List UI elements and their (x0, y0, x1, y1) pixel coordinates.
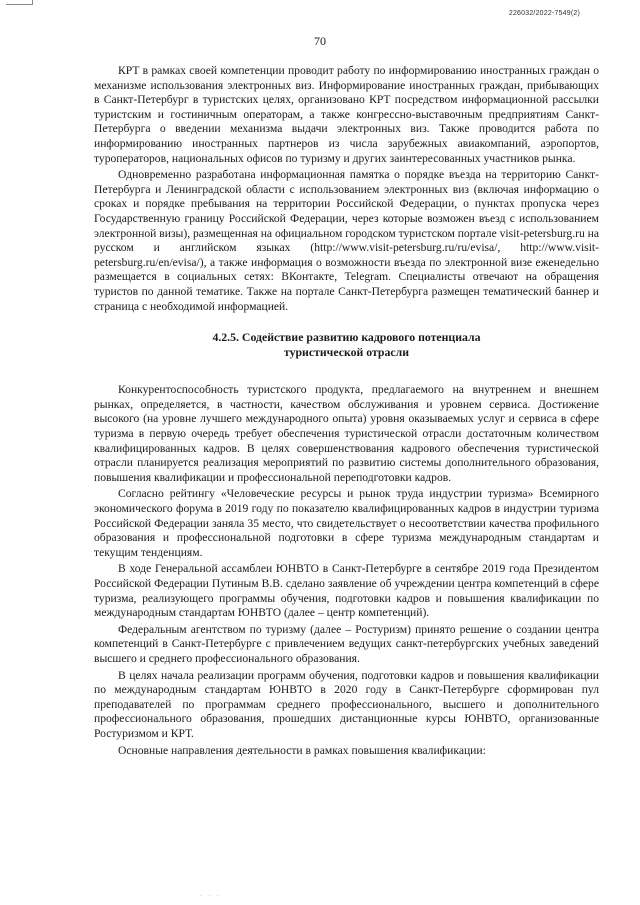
paragraph: Согласно рейтингу «Человеческие ресурсы и рынок труда индустрии туризма» Всемирного экономического форума в 2019 году по показателю квалифицированных кадров в индустрии туризма Российской Федерации заняла 35 место, что свидетельствует о несоответствии качества профильного образования и профессиональной подготовки в сфере туризма международным стандартам и текущим тенденциям. (94, 487, 599, 559)
document-body (94, 64, 599, 760)
paragraph: Федеральным агентством по туризму (далее – Ростуризм) принято решение о создании центра компетенций в Санкт-Петербурге с привлечением ведущих санкт-петербургских учебных заведений высшего и среднего профессионального образования. (94, 622, 599, 665)
section-heading (94, 330, 599, 359)
document-id: 226032/2022-7549(2) (508, 10, 580, 17)
section-heading-line: туристической отрасли (283, 344, 410, 359)
paragraph: Одновременно разработана информационная памятка о порядке въезда на территорию Санкт-Петербурга и Ленинградской области с использованием электронных виз (включая информацию о сроках и порядке пребывания на территории Российской Федерации, о пунктах пропуска через Государственную границу Российской Федерации, через которые возможен въезд с использованием электронной визы), размещенная на официальном городском туристском портале visit-petersburg.ru на русском и английском языках (http://www.visit-petersburg.ru/ru/evisa/, http://www.visit-petersburg.ru/en/evisa/), а также информация о возможности въезда по электронной визе еженедельно размещается в социальных сетях: ВКонтакте, Telegram. Специалисты отвечают на обращения туристов по данной тематике. Также на портале Санкт-Петербурга размещен тематический баннер и страница с необходимой информацией. (94, 168, 599, 313)
paragraph: Конкурентоспособность туристского продукта, предлагаемого на внутреннем и внешнем рынках, определяется, в частности, качеством обслуживания и уровнем сервиса. Достижение высокого (на уровне лучшего международного опыта) уровня оказываемых услуг и сервиса в сфере туризма в первую очередь требует обеспечения туристической отрасли достаточным количеством квалифицированных кадров. В целях совершенствования кадрового обеспечения туристической отрасли планируется реализация мероприятий по развитию системы дополнительного образования, повышения квалификации и профессиональной переподготовки кадров. (94, 383, 599, 484)
paragraph: Основные направления деятельности в рамках повышения квалификации: (118, 743, 486, 757)
paragraph: В целях начала реализации программ обучения, подготовки кадров и повышения квалификации по международным стандартам ЮНВТО в 2020 году в Санкт-Петербурге сформирован пул преподавателей по программам среднего профессионального, высшего и дополнительного профессионального образования, прошедших дистанционные курсы ЮНВТО, организованные Ростуризмом и КРТ. (94, 668, 599, 740)
paragraph: В ходе Генеральной ассамблеи ЮНВТО в Санкт-Петербурге в сентябре 2019 года Президентом Российской Федерации Путиным В.В. сделано заявление об учреждении центра компетенций в сфере туризма, реализующего программы обучения, подготовки кадров и повышения квалификации по международным стандартам ЮНВТО (далее – центр компетенций). (94, 562, 599, 620)
paragraph: КРТ в рамках своей компетенции проводит работу по информированию иностранных граждан о механизме использования электронных виз. Информирование иностранных граждан, прибывающих в Санкт-Петербург в туристских целях, организовано КРТ посредством информационной рассылки туристским и гостиничным операторам, а также конгрессно-выставочным предприятиям Санкт-Петербурга о введении механизма выдачи электронных виз. Также проводится работа по информированию иностранных партнеров из числа зарубежных авиакомпаний, аэропортов, туроператоров, национальных офисов по туризму и других заинтересованных участников рынка. (94, 64, 599, 165)
section-heading-line: 4.2.5. Содействие развитию кадрового потенциала (212, 330, 481, 345)
scan-corner-mark (6, 0, 33, 5)
page-number: 70 (314, 34, 326, 48)
scan-artifact: · · · (200, 892, 221, 900)
